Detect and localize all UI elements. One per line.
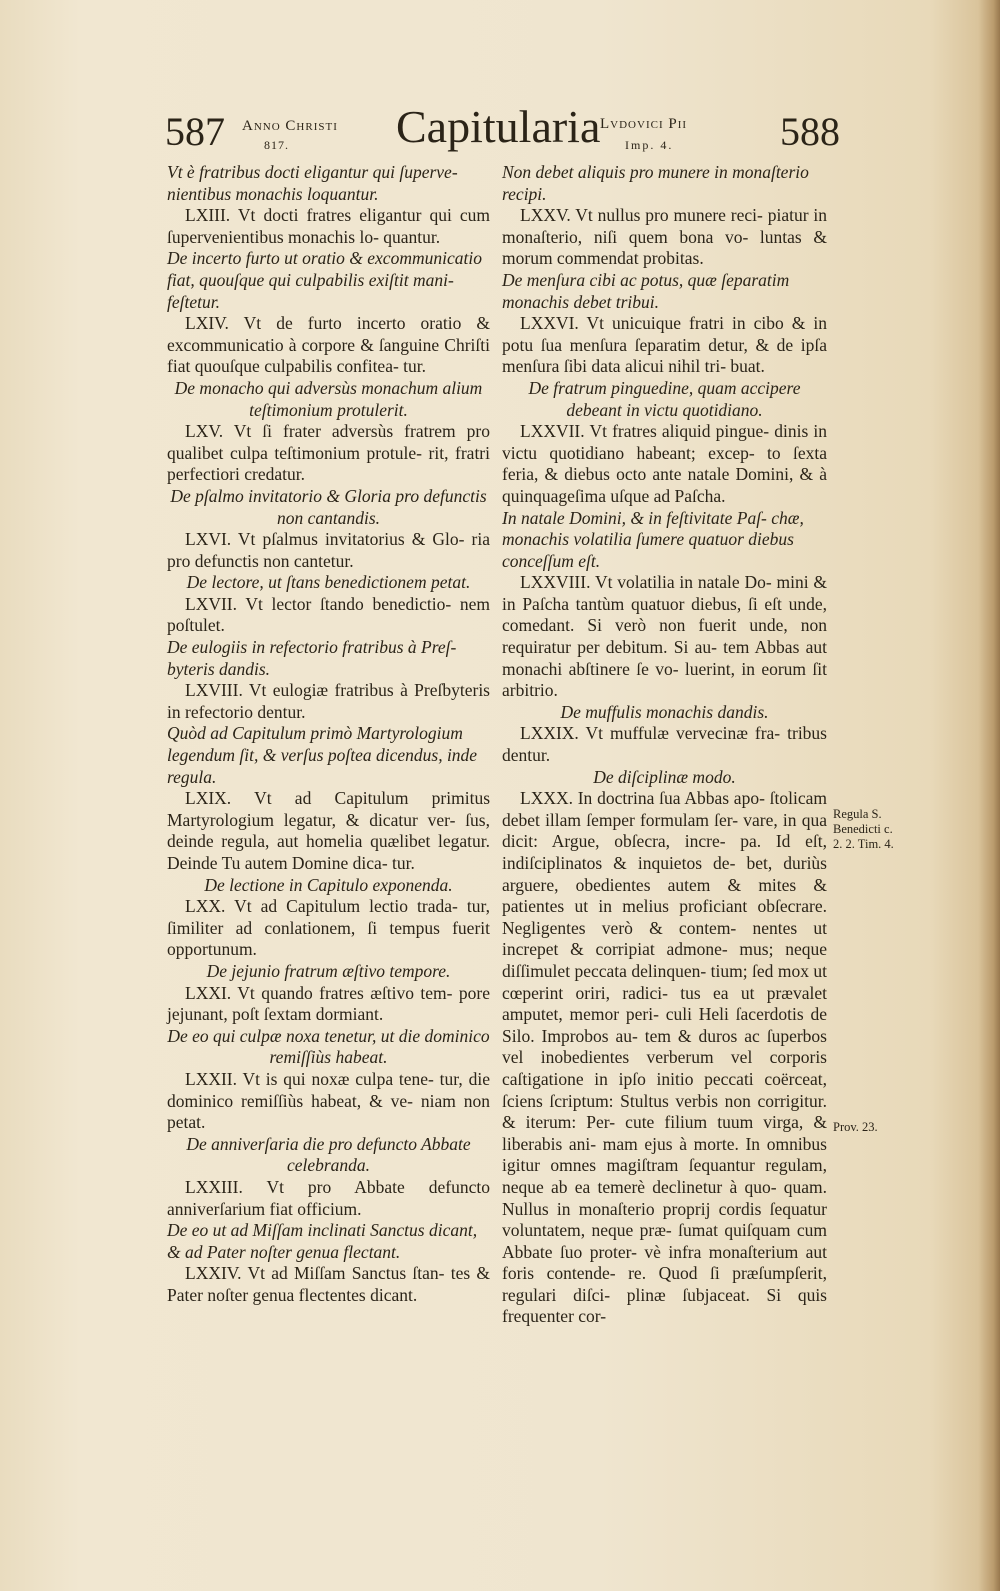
right-page-number: 588 <box>780 109 840 154</box>
running-header <box>160 100 840 160</box>
capitulum-entry: LXVII. Vt lector ſtando benedictio- nem poſtulet. <box>167 593 490 636</box>
section-heading: In natale Domini, & in feſtivitate Paſ- chæ, monachis volatilia ſumere quatuor diebus conceſſum eſt. <box>502 507 804 571</box>
section-heading: De anniverſaria die pro defuncto Abbate celebranda. <box>186 1133 471 1176</box>
capitulum-entry: LXXIV. Vt ad Miſſam Sanctus ſtan- tes & Pater noſter genua flectentes dicant. <box>167 1263 490 1305</box>
section-heading: De incerto furto ut oratio & excommunicatio fiat, quouſque qui culpabilis exiſtit mani- feſtetur. <box>167 248 482 312</box>
right-column <box>502 162 827 1328</box>
capitulum-entry: LXXI. Vt quando fratres æſtivo tem- pore jejunant, poſt ſextam dormiant. <box>167 982 490 1025</box>
capitulum-entry: LXXVI. Vt unicuique fratri in cibo & in potu ſua menſura ſeparatim detur, & de ipſa menſura ſibi data alicui nihil tri- buat. <box>502 313 827 377</box>
capitulum-entry: LXXV. Vt nullus pro munere reci- piatur in monaſterio, niſi quem bona vo- luntas & morum commendat probitas. <box>502 205 827 269</box>
capitulum-entry: LXXII. Vt is qui noxæ culpa tene- tur, die dominico remiſſiùs habeat, & ve- niam non petat. <box>167 1068 490 1133</box>
capitulum-entry: LXVI. Vt pſalmus invitatorius & Glo- ria pro defunctis non cantetur. <box>167 529 490 571</box>
capitulum-entry: LXXVII. Vt fratres aliquid pingue- dinis in victu quotidiano habeant; excep- to ſexta feria, & diebus octo ante natale Domini, & à quinquageſima uſque ad Paſcha. <box>502 421 827 506</box>
section-heading: De eulogiis in refectorio fratribus à Preſ- byteris dandis. <box>167 637 457 679</box>
section-heading: De lectore, ut ſtans benedictionem petat. <box>186 572 471 593</box>
left-column <box>167 162 490 1306</box>
left-year: 817. <box>264 138 289 152</box>
capitulum-entry: LXIX. Vt ad Capitulum primitus Martyrologium legatur, & dicatur ver- ſus, deinde regula, aut homelia quælibet legatur. Deinde Tu autem Domine dica- tur. <box>167 788 490 873</box>
section-heading: De fratrum pinguedine, quam accipere debeant in victu quotidiano. <box>528 377 801 420</box>
capitulum-entry: LXXVIII. Vt volatilia in natale Do- mini & in Paſcha tantùm quatuor diebus, ſi eſt unde, comedant. Si verò non fuerit unde, non requiratur per debitum. Si au- tem Abbas aut monachi abſtinere ſe vo- luerint, in eorum ſit arbitrio. <box>502 572 827 701</box>
capitulum-entry: LXIII. Vt docti fratres eligantur qui cum ſupervenientibus monachis lo- quantur. <box>167 205 490 247</box>
section-heading: De jejunio fratrum æſtivo tempore. <box>206 960 451 981</box>
section-heading: Non debet aliquis pro munere in monaſterio recipi. <box>502 162 809 204</box>
section-heading: De monacho qui adversùs monachum alium teſtimonium protulerit. <box>174 377 483 420</box>
section-heading: De pſalmo invitatorio & Gloria pro defunctis non cantandis. <box>170 485 487 528</box>
margin-note-regula: Regula S. Benedicti c. 2. 2. Tim. 4. <box>833 807 894 851</box>
left-running-head: Anno Christi <box>242 118 338 134</box>
section-heading: De menſura cibi ac potus, quæ ſeparatim monachis debet tribui. <box>502 269 790 312</box>
section-heading: De eo ut ad Miſſam inclinati Sanctus dicant, & ad Pater noſter genua flectant. <box>167 1220 478 1262</box>
left-page-number: 587 <box>165 109 225 154</box>
section-heading: De eo qui culpæ noxa tenetur, ut die dominico remiſſiùs habeat. <box>167 1025 490 1068</box>
page-edge-shadow <box>978 0 1000 1591</box>
capitulum-entry: LXXIX. Vt muffulæ vervecinæ fra- tribus dentur. <box>502 723 827 766</box>
section-heading: De lectione in Capitulo exponenda. <box>204 874 453 895</box>
capitulum-entry: LXV. Vt ſi frater adversùs fratrem pro qualibet culpa teſtimonium protule- rit, fratri perfectiori credatur. <box>167 421 490 485</box>
section-heading: Vt è fratribus docti eligantur qui ſuperve- nientibus monachis loquantur. <box>167 162 458 204</box>
right-sub-head: Imp. 4. <box>625 138 674 152</box>
capitulum-entry: LXIV. Vt de furto incerto oratio & excommunicatio à corpore & ſanguine Chriſti fiat quouſque culpabilis confitea- tur. <box>167 313 490 377</box>
page-title: Capitularia <box>396 101 601 152</box>
right-running-head: Lvdovici Pii <box>600 116 688 132</box>
capitulum-entry: LXX. Vt ad Capitulum lectio trada- tur, ſimiliter ad conlationem, ſi tempus fuerit opportunum. <box>167 896 490 960</box>
section-heading: De diſciplinæ modo. <box>593 766 736 787</box>
section-heading: De muffulis monachis dandis. <box>560 701 769 722</box>
capitulum-entry: LXXX. In doctrina ſua Abbas apo- ſtolicam debet illam ſemper formulam ſer- vare, in qua dicit: Argue, obſecra, incre- pa. Id eſt, indiſciplinatos & inquietos de- bet, duriùs arguere, obedientes autem & mites & patientes ut in melius proficiant obſecrare. Negligentes verò & contem- nentes ut increpet & corripiat admone- mus; neque diſſimulet peccata delinquen- tium; ſed mox ut cœperint oriri, radici- tus ea ut prævalet amputet, memor peri- culi Heli ſacerdotis de Silo. Improbos au- tem & duros ac ſuperbos vel inobedientes verberum vel corporis caſtigatione in ipſo initio peccati coërceat, ſciens ſcriptum: Stultus verbis non corrigitur. & iterum: Per- cute filium tuum virga, & liberabis ani- mam ejus à morte. In omnibus igitur omnes magiſtram ſequantur regulam, neque ab ea temerè declinetur à quo- quam. Nullus in monaſterio proprij cordis ſequatur voluntatem, neque præ- ſumat quiſquam cum Abbate ſuo proter- vè infra monaſterium aut foris contende- re. Quod ſi præſumpſerit, regulari diſci- plinæ ſubjaceat. Si quis frequenter cor- <box>502 788 827 1327</box>
capitulum-entry: LXXIII. Vt pro Abbate defuncto anniverſarium fiat officium. <box>167 1176 490 1219</box>
capitulum-entry: LXVIII. Vt eulogiæ fratribus à Preſbyteris in refectorio dentur. <box>167 680 490 722</box>
section-heading: Quòd ad Capitulum primò Martyrologium legendum ſit, & verſus poſtea dicendus, inde regula. <box>167 723 478 787</box>
margin-note-proverbs: Prov. 23. <box>833 1120 878 1134</box>
